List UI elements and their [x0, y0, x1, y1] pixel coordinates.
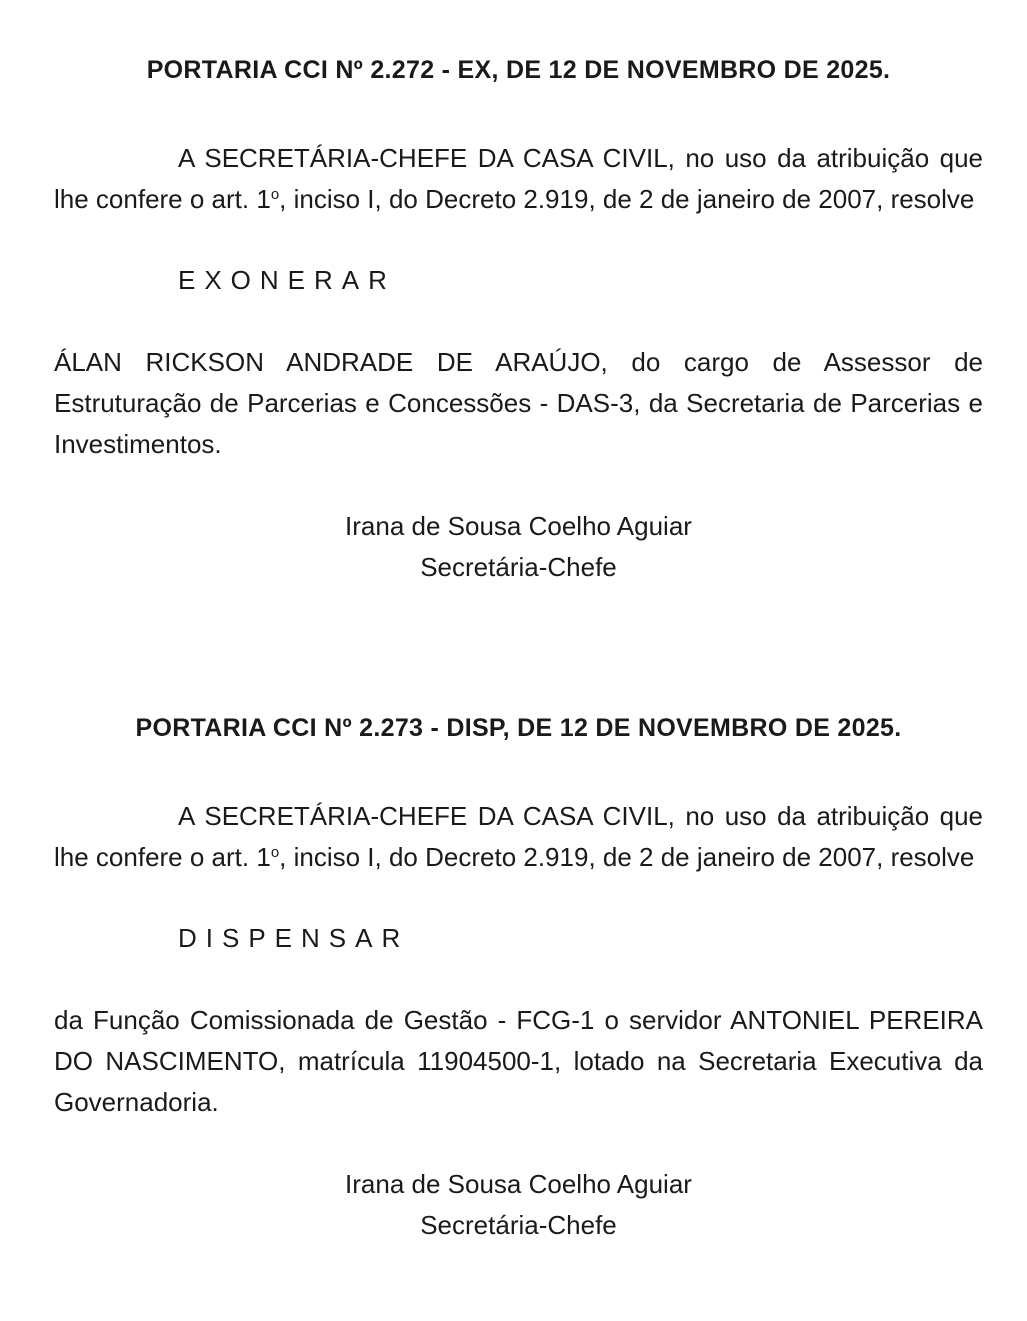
- ordinal-indicator: o: [270, 186, 280, 203]
- action-verb: DISPENSAR: [178, 923, 410, 953]
- portaria-2272: [54, 50, 983, 588]
- signature-name: Irana de Sousa Coelho Aguiar: [345, 1169, 692, 1199]
- signature-role: Secretária-Chefe: [420, 1210, 617, 1240]
- signature-name: Irana de Sousa Coelho Aguiar: [345, 511, 692, 541]
- preamble-paragraph: [54, 138, 983, 220]
- action-verb: EXONERAR: [178, 265, 396, 295]
- preamble-text-end: , inciso I, do Decreto 2.919, de 2 de janeiro de 2007, resolve: [279, 184, 975, 214]
- portaria-2273: [54, 708, 983, 1246]
- preamble-text-start: A SECRETÁRIA-CHEFE DA CASA CIVIL, no uso da atribuição que lhe confere o art. 1: [54, 143, 983, 214]
- body-paragraph: ÁLAN RICKSON ANDRADE DE ARAÚJO, do cargo de Assessor de Estruturação de Parcerias e Concessões - DAS-3, da Secretaria de Parcerias e Investimentos.: [54, 347, 983, 459]
- portaria-title: PORTARIA CCI Nº 2.272 - EX, DE 12 DE NOVEMBRO DE 2025.: [146, 56, 891, 84]
- portaria-title: PORTARIA CCI Nº 2.273 - DISP, DE 12 DE NOVEMBRO DE 2025.: [135, 714, 902, 742]
- preamble-text-end: , inciso I, do Decreto 2.919, de 2 de janeiro de 2007, resolve: [279, 842, 975, 872]
- preamble-text-start: A SECRETÁRIA-CHEFE DA CASA CIVIL, no uso da atribuição que lhe confere o art. 1: [54, 801, 983, 872]
- signature-role: Secretária-Chefe: [420, 552, 617, 582]
- ordinal-indicator: o: [270, 844, 280, 861]
- signature-block: [54, 506, 983, 588]
- signature-block: [54, 1164, 983, 1246]
- preamble-paragraph: [54, 796, 983, 878]
- body-paragraph: da Função Comissionada de Gestão - FCG-1 o servidor ANTONIEL PEREIRA DO NASCIMENTO, matrícula 11904500-1, lotado na Secretaria Executiva da Governadoria.: [54, 1005, 983, 1117]
